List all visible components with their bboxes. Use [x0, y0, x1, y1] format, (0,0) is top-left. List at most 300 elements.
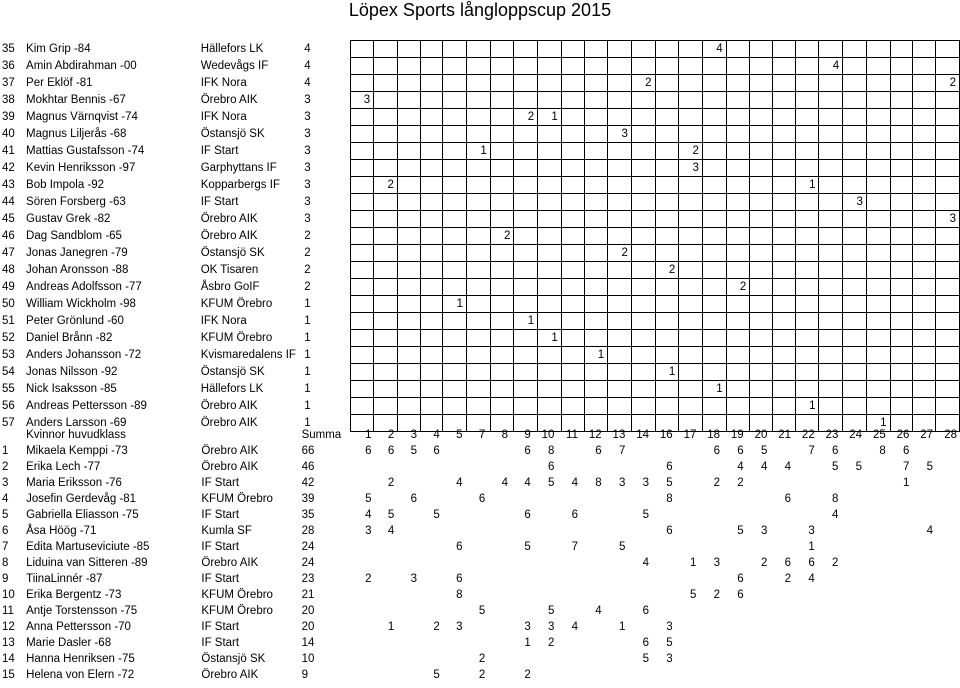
race-points-cell: 7	[571, 541, 578, 553]
race-points-cell	[702, 92, 726, 109]
race-points-cell	[631, 313, 655, 330]
race-points-cell	[819, 279, 843, 296]
race-points-cell	[679, 211, 703, 228]
race-points-cell	[443, 75, 467, 92]
race-points-cell	[865, 475, 889, 491]
race-points-cell	[679, 262, 703, 279]
race-points-cell	[490, 194, 514, 211]
race-points-cell	[936, 228, 960, 245]
rank-cell: 36	[2, 60, 15, 72]
race-points-cell	[750, 296, 773, 313]
race-points-cell	[750, 75, 773, 92]
race-points-cell	[889, 555, 913, 571]
race-points-cell	[375, 587, 398, 603]
club-cell: KFUM Örebro	[200, 298, 273, 310]
race-points-cell: 1	[524, 637, 531, 649]
race-points-cell: 7	[903, 461, 910, 473]
race-points-cell	[584, 228, 608, 245]
table-row	[0, 194, 960, 211]
race-points-cell	[350, 279, 374, 296]
race-points-cell	[655, 381, 679, 398]
race-header: 3	[410, 429, 418, 441]
race-points-cell	[514, 262, 538, 279]
race-points-cell	[350, 126, 374, 143]
race-points-cell: 5	[760, 445, 768, 457]
race-points-cell	[726, 296, 750, 313]
race-points-cell	[420, 491, 443, 507]
race-points-cell	[747, 539, 771, 555]
race-points-cell	[443, 143, 467, 160]
race-points-cell	[557, 459, 581, 475]
race-points-cell	[466, 443, 489, 459]
race-points-cell	[773, 381, 796, 398]
race-points-cell	[628, 459, 652, 475]
race-points-cell	[350, 41, 374, 58]
race-points-cell	[631, 381, 655, 398]
race-points-cell	[397, 667, 420, 683]
race-points-cell	[818, 475, 842, 491]
race-points-cell	[913, 330, 936, 347]
race-points-cell	[750, 330, 773, 347]
race-points-cell	[795, 245, 819, 262]
race-points-cell	[866, 75, 890, 92]
race-points-cell	[490, 92, 514, 109]
race-points-cell	[747, 635, 771, 651]
race-points-cell	[605, 491, 629, 507]
race-points-cell	[819, 296, 843, 313]
race-points-cell	[420, 539, 443, 555]
race-points-cell	[865, 667, 889, 683]
race-points-cell	[936, 177, 960, 194]
race-points-cell	[773, 279, 796, 296]
race-points-cell	[561, 92, 584, 109]
race-header: 9	[524, 429, 531, 441]
total-cell: 1	[304, 349, 311, 361]
race-points-cell	[841, 507, 865, 523]
race-points-cell	[561, 364, 584, 381]
race-points-cell	[773, 398, 796, 415]
race-points-cell	[890, 41, 913, 58]
race-points-cell	[466, 539, 489, 555]
race-header: 12	[588, 429, 602, 441]
race-points-cell	[443, 177, 467, 194]
race-points-cell	[350, 211, 374, 228]
race-header: 5	[456, 429, 463, 441]
total-cell: 24	[301, 557, 315, 569]
rank-cell: 54	[2, 366, 15, 378]
race-points-cell	[889, 635, 913, 651]
race-points-cell	[890, 398, 913, 415]
race-points-cell	[350, 58, 374, 75]
race-header: 27	[920, 429, 934, 441]
race-points-cell	[490, 143, 514, 160]
race-points-cell	[375, 667, 398, 683]
race-points-cell	[750, 347, 773, 364]
race-points-cell	[702, 211, 726, 228]
race-points-cell	[936, 523, 960, 539]
race-points-cell	[679, 347, 703, 364]
club-cell: IF Start	[201, 573, 240, 585]
race-points-cell	[443, 313, 467, 330]
rank-cell: 46	[2, 230, 15, 242]
race-points-cell: 6	[737, 589, 744, 601]
race-points-cell	[679, 398, 703, 415]
race-points-cell	[655, 330, 679, 347]
race-points-cell	[679, 41, 703, 58]
race-points-cell	[488, 507, 511, 523]
race-points-cell	[488, 635, 511, 651]
race-points-cell	[679, 364, 703, 381]
race-points-cell: 8	[879, 445, 886, 457]
race-points-cell	[608, 381, 632, 398]
race-points-cell	[561, 177, 584, 194]
race-points-cell	[538, 296, 562, 313]
table-row	[0, 279, 960, 296]
race-points-cell	[374, 228, 398, 245]
race-points-cell	[397, 296, 420, 313]
race-points-cell	[466, 459, 489, 475]
race-points-cell	[631, 211, 655, 228]
race-points-cell: 2	[726, 279, 750, 296]
table-row	[0, 667, 960, 683]
race-points-cell	[679, 228, 703, 245]
race-points-cell	[584, 398, 608, 415]
race-points-cell	[466, 571, 489, 587]
race-points-cell	[936, 194, 960, 211]
race-points-cell: 7	[618, 445, 626, 457]
race-points-cell	[397, 347, 420, 364]
race-points-cell	[679, 75, 703, 92]
race-points-cell	[843, 177, 867, 194]
rank-cell: 2	[2, 461, 9, 473]
race-points-cell	[843, 109, 867, 126]
name-cell: Liduina van Sitteren -89	[26, 557, 148, 569]
race-points-cell	[913, 75, 936, 92]
race-points-cell	[397, 381, 420, 398]
race-points-cell	[443, 245, 467, 262]
race-points-cell	[913, 58, 936, 75]
race-points-cell	[655, 194, 679, 211]
race-points-cell: 2	[514, 109, 538, 126]
total-cell: 9	[301, 669, 308, 681]
race-points-cell: 8	[548, 445, 555, 457]
race-points-cell	[795, 330, 819, 347]
race-header: 2	[387, 429, 395, 441]
race-points-cell	[726, 364, 750, 381]
race-points-cell	[584, 313, 608, 330]
race-points-cell	[397, 126, 420, 143]
race-points-cell	[490, 177, 514, 194]
race-points-cell	[890, 245, 913, 262]
race-points-cell	[889, 603, 913, 619]
race-points-cell	[467, 177, 491, 194]
total-cell: 46	[301, 461, 315, 473]
race-points-cell: 3	[456, 621, 463, 633]
race-points-cell	[912, 507, 936, 523]
race-points-cell	[843, 143, 867, 160]
race-points-cell	[608, 228, 632, 245]
race-points-cell	[819, 75, 843, 92]
total-cell: 23	[301, 573, 315, 585]
race-points-cell	[584, 296, 608, 313]
race-points-cell	[467, 296, 491, 313]
race-points-cell	[420, 651, 443, 667]
race-points-cell	[750, 194, 773, 211]
table-row	[0, 635, 960, 651]
race-points-cell	[866, 126, 890, 143]
race-points-cell	[420, 228, 443, 245]
total-cell: 1	[304, 298, 311, 310]
race-points-cell	[397, 587, 420, 603]
race-points-cell	[511, 651, 534, 667]
race-points-cell	[841, 587, 865, 603]
race-points-cell	[397, 58, 420, 75]
race-points-cell	[514, 398, 538, 415]
race-points-cell	[866, 262, 890, 279]
total-cell: 1	[304, 400, 311, 412]
race-points-cell	[936, 381, 960, 398]
race-points-cell	[557, 667, 581, 683]
sum-header: Summa	[301, 429, 342, 441]
club-cell: IFK Nora	[200, 111, 247, 123]
race-points-cell	[936, 245, 960, 262]
club-cell: Kvismaredalens IF	[200, 349, 296, 361]
race-points-cell	[420, 635, 443, 651]
race-points-cell	[890, 160, 913, 177]
race-points-cell	[912, 475, 936, 491]
race-points-cell	[534, 651, 558, 667]
race-points-cell	[889, 667, 913, 683]
race-points-cell	[819, 313, 843, 330]
race-points-cell	[443, 58, 467, 75]
race-points-cell: 2	[608, 245, 632, 262]
race-points-cell	[557, 523, 581, 539]
race-points-cell	[466, 555, 489, 571]
race-points-cell	[936, 635, 960, 651]
club-cell: IFK Nora	[200, 77, 247, 89]
table-row	[0, 491, 960, 507]
race-points-cell	[514, 330, 538, 347]
race-points-cell	[631, 296, 655, 313]
race-points-cell	[795, 347, 819, 364]
race-points-cell	[795, 194, 819, 211]
table-row	[0, 443, 960, 459]
race-points-cell	[374, 143, 398, 160]
race-points-cell	[818, 523, 842, 539]
race-points-cell	[699, 619, 723, 635]
race-points-cell	[819, 160, 843, 177]
race-points-cell	[420, 571, 443, 587]
rank-cell: 41	[2, 145, 15, 157]
race-points-cell	[890, 143, 913, 160]
total-cell: 3	[304, 145, 311, 157]
race-points-cell	[750, 364, 773, 381]
race-points-cell	[912, 667, 936, 683]
table-row	[0, 475, 960, 491]
race-points-cell	[397, 279, 420, 296]
race-points-cell	[538, 347, 562, 364]
race-points-cell: 3	[642, 477, 650, 489]
race-points-cell: 4	[819, 58, 843, 75]
race-points-cell: 2	[478, 653, 486, 665]
race-points-cell: 2	[831, 557, 839, 569]
name-cell: Gustav Grek -82	[26, 213, 111, 225]
race-points-cell	[443, 651, 466, 667]
table-row	[0, 262, 960, 279]
race-points-cell	[890, 279, 913, 296]
race-points-cell: 4	[831, 509, 839, 521]
race-points-cell	[466, 635, 489, 651]
race-points-cell	[843, 245, 867, 262]
race-points-cell	[679, 330, 703, 347]
race-points-cell	[397, 619, 420, 635]
race-points-cell	[443, 211, 467, 228]
table-row	[0, 619, 960, 635]
race-points-cell	[467, 92, 491, 109]
race-header: 26	[896, 429, 910, 441]
race-points-cell	[750, 41, 773, 58]
table-row	[0, 313, 960, 330]
table-row	[0, 126, 960, 143]
race-points-cell	[795, 58, 819, 75]
race-points-cell	[866, 92, 890, 109]
table-row	[0, 58, 960, 75]
race-points-cell: 4	[784, 461, 792, 473]
race-points-cell	[726, 41, 750, 58]
race-points-cell: 4	[456, 477, 463, 489]
race-points-cell: 6	[571, 509, 578, 521]
race-points-cell	[511, 603, 534, 619]
race-points-cell	[702, 398, 726, 415]
race-points-cell: 3	[666, 621, 673, 633]
race-points-cell: 6	[478, 493, 486, 505]
race-points-cell	[773, 126, 796, 143]
race-points-cell	[584, 126, 608, 143]
race-points-cell	[584, 143, 608, 160]
total-cell: 10	[301, 653, 315, 665]
race-points-cell	[490, 109, 514, 126]
race-points-cell: 6	[524, 509, 531, 521]
race-points-cell	[608, 347, 632, 364]
race-points-cell: 5	[433, 669, 440, 681]
race-points-cell	[702, 58, 726, 75]
race-points-cell	[511, 491, 534, 507]
race-points-cell	[350, 262, 374, 279]
total-cell: 1	[304, 366, 311, 378]
race-points-cell	[511, 587, 534, 603]
table-row	[0, 587, 960, 603]
race-points-cell	[557, 635, 581, 651]
race-points-cell: 5	[387, 509, 395, 521]
race-points-cell: 4	[365, 509, 372, 521]
race-points-cell	[420, 143, 443, 160]
table-row	[0, 571, 960, 587]
race-points-cell	[443, 523, 466, 539]
race-points-cell	[584, 245, 608, 262]
race-points-cell	[936, 41, 960, 58]
race-points-cell	[819, 211, 843, 228]
race-points-cell	[866, 211, 890, 228]
race-points-cell	[773, 211, 796, 228]
rank-cell: 9	[2, 573, 9, 585]
total-cell: 20	[301, 605, 315, 617]
race-points-cell	[750, 313, 773, 330]
race-points-cell	[514, 211, 538, 228]
race-points-cell	[534, 507, 558, 523]
race-points-cell	[770, 539, 794, 555]
race-points-cell	[374, 211, 398, 228]
race-points-cell	[581, 571, 605, 587]
race-points-cell	[631, 160, 655, 177]
race-points-cell	[397, 330, 420, 347]
race-points-cell	[819, 194, 843, 211]
race-points-cell	[538, 279, 562, 296]
race-points-cell	[538, 160, 562, 177]
race-points-cell	[676, 667, 700, 683]
race-points-cell	[936, 296, 960, 313]
race-points-cell	[702, 177, 726, 194]
race-points-cell	[350, 177, 374, 194]
race-points-cell	[350, 109, 374, 126]
race-points-cell: 6	[737, 445, 744, 457]
race-points-cell	[605, 635, 629, 651]
race-points-cell	[608, 58, 632, 75]
race-points-cell	[652, 603, 676, 619]
race-points-cell	[534, 587, 558, 603]
race-points-cell	[557, 571, 581, 587]
race-points-cell: 6	[666, 525, 673, 537]
race-points-cell	[352, 651, 375, 667]
race-points-cell	[488, 651, 511, 667]
race-points-cell	[865, 587, 889, 603]
race-points-cell	[936, 126, 960, 143]
race-points-cell	[726, 262, 750, 279]
race-points-cell	[723, 651, 747, 667]
race-points-cell: 4	[926, 525, 934, 537]
race-points-cell	[750, 211, 773, 228]
rank-cell: 3	[2, 477, 9, 489]
race-points-cell	[490, 364, 514, 381]
race-points-cell	[747, 667, 771, 683]
name-cell: Magnus Liljerås -68	[26, 128, 127, 140]
race-points-cell	[912, 587, 936, 603]
race-points-cell	[581, 491, 605, 507]
club-cell: IF Start	[201, 509, 240, 521]
race-points-cell	[794, 475, 818, 491]
race-points-cell	[843, 41, 867, 58]
race-points-cell	[514, 279, 538, 296]
race-points-cell: 2	[365, 573, 372, 585]
total-cell: 2	[304, 264, 311, 276]
race-points-cell	[514, 381, 538, 398]
race-points-cell	[819, 109, 843, 126]
race-points-cell	[890, 330, 913, 347]
race-points-cell	[795, 75, 819, 92]
race-points-cell	[397, 75, 420, 92]
race-points-cell	[581, 635, 605, 651]
total-cell: 4	[304, 60, 311, 72]
race-points-cell	[561, 160, 584, 177]
race-points-cell	[699, 651, 723, 667]
race-points-cell	[936, 160, 960, 177]
race-points-cell	[912, 539, 936, 555]
race-points-cell	[655, 279, 679, 296]
name-cell: Daniel Brånn -82	[26, 332, 113, 344]
club-cell: Wedevågs IF	[200, 60, 269, 72]
name-cell: Mikaela Kemppi -73	[26, 445, 128, 457]
race-points-cell: 3	[666, 653, 673, 665]
race-points-cell	[841, 523, 865, 539]
